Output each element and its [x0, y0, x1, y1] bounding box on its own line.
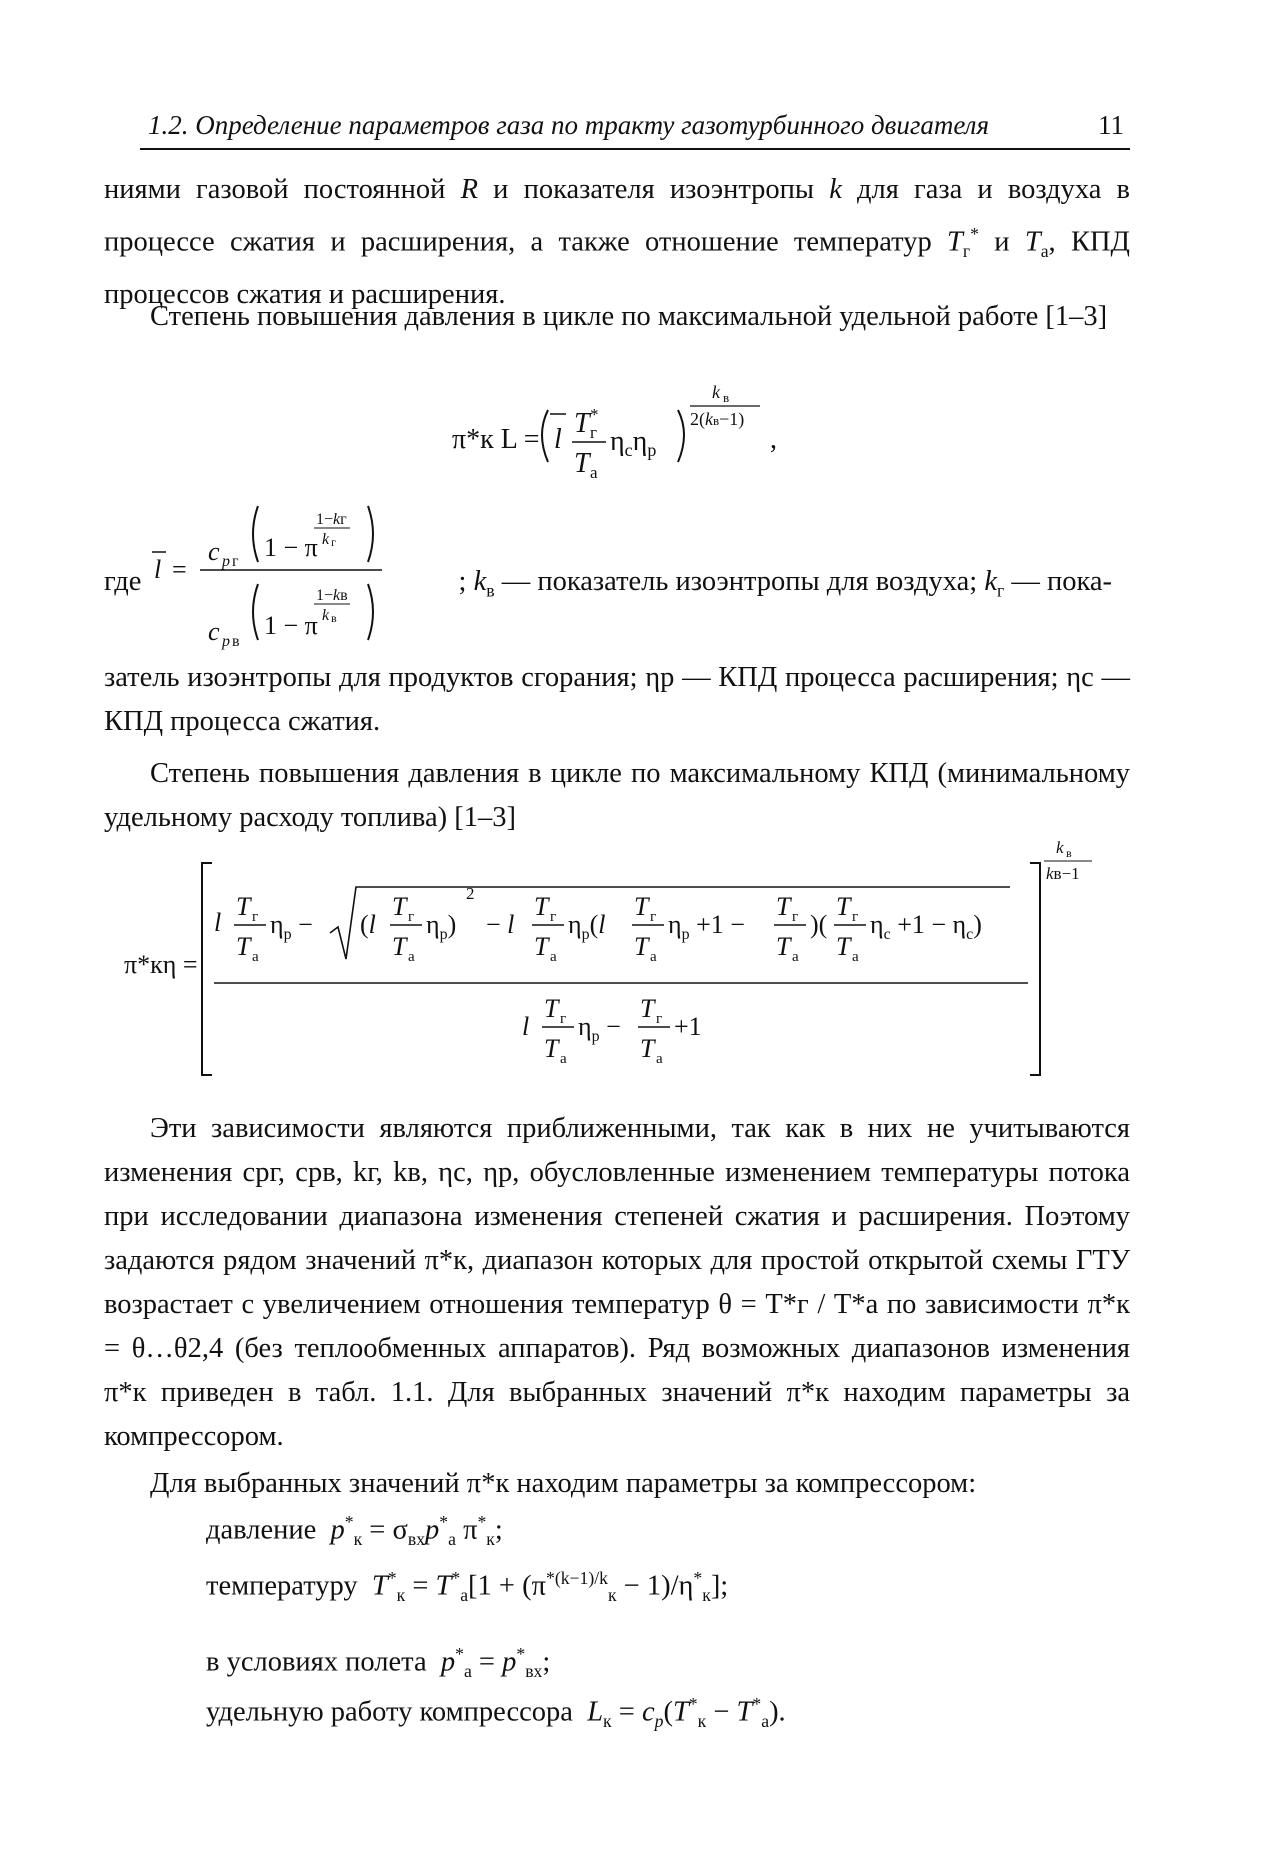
svg-text:k: k [712, 382, 720, 402]
svg-text:1 − π: 1 − π [264, 533, 318, 562]
svg-text:T: T [640, 994, 655, 1023]
svg-text:(l: (l [360, 910, 376, 939]
svg-text:а: а [560, 1051, 567, 1067]
list-work: удельную работу компрессора $L_к = c_p(T^*_к - T^*_а)$. [206, 1694, 786, 1732]
svg-text:T: T [544, 1034, 559, 1063]
svg-text:ηсηр: $\eta_с\eta_р$ [610, 426, 657, 460]
paragraph-4: затель изоэнтропы для продуктов сгорания; ηр — КПД процесса расширения; ηс — КПД процесса сжатия. [104, 662, 1130, 737]
svg-text:T: T [776, 892, 791, 921]
svg-text:г: г [792, 909, 799, 925]
svg-text:г: г [408, 909, 415, 925]
svg-text:1−kв: 1−kв [316, 587, 348, 604]
svg-text:в: в [1066, 846, 1072, 860]
svg-text:2: 2 [466, 884, 475, 903]
svg-text:T: T [776, 932, 791, 961]
svg-text:T: T [392, 932, 407, 961]
svg-text:а: а [852, 949, 859, 965]
svg-text:,: , [770, 424, 777, 455]
svg-text:г: г [590, 423, 597, 442]
svg-text:k: k [322, 531, 330, 548]
svg-text:T: T [574, 448, 590, 479]
svg-text:*: * [590, 405, 599, 424]
paragraph-7: Для выбранных значений π*к находим параметры за компрессором: [150, 1468, 977, 1499]
svg-text:)(: )( [810, 910, 828, 939]
svg-text:г: г [650, 909, 657, 925]
svg-text:в: в [723, 390, 730, 405]
svg-text:г: г [656, 1011, 663, 1027]
svg-text:ηр): $\eta_р$) [426, 910, 457, 943]
svg-text:T: T [836, 932, 851, 961]
header-title: 1.2. Определение параметров газа по тракту газотурбинного двигателя [148, 110, 990, 140]
svg-text:г: г [852, 909, 859, 925]
paragraph-1: ниями газовой постоянной R и показателя изоэнтропы k для газа и воздуха в процессе сжатия и расширения, а также отношение температур $T_г^*$ и $T_а$, КПД процессов сжатия и расширения. [104, 174, 1130, 311]
svg-text:ηр −: $\eta_р$ − [270, 910, 313, 943]
svg-text:l: l [154, 555, 162, 584]
svg-text:T: T [534, 892, 549, 921]
paragraph-3: где ; $k_в$ — показатель изоэнтропы для воздуха; $k_г$ — пока- [104, 566, 1113, 601]
svg-text:c: c [208, 617, 220, 646]
page-number: 11 [1098, 110, 1124, 140]
svg-text:а: а [650, 949, 657, 965]
svg-text:+1: +1 [674, 1012, 702, 1041]
paragraph-6: Эти зависимости являются приближенными, так как в них не учитываются изменения cpг, cpв, kг, kв, ηс, ηр, обусловленные изменением температуры потока при исследовании диапазона изменения степеней сжатия и расширения. Поэтому задаются рядом значений π*к, диапазон которых для простой открытой схемы ГТУ возрастает с увеличением отношения температур θ = T*г / T*а по зависимости π*к = θ…θ2,4 (без теплообменных аппаратов). Ряд возможных диапазонов изменения π*к приведен в табл. 1.1. Для выбранных значений π*к находим параметры за компрессором. [104, 1113, 1130, 1452]
paragraph-2: Степень повышения давления в цикле по максимальной удельной работе [1–3] [150, 301, 1108, 332]
svg-text:ηр +1 −: $\eta_р +1$ − [668, 910, 745, 943]
svg-text:в: в [232, 633, 240, 650]
svg-text:T: T [236, 932, 251, 961]
svg-text:l: l [554, 424, 562, 455]
paragraph-5: Степень повышения давления в цикле по максимальному КПД (минимальному удельному расходу топлива) [1–3] [104, 758, 1130, 833]
svg-text:г: г [560, 1011, 567, 1027]
formula-lhs: π*кη = [124, 950, 198, 979]
svg-text:г: г [550, 909, 557, 925]
svg-text:c: c [208, 537, 220, 566]
svg-text:2(kв−1): 2(kв−1) [690, 409, 745, 429]
formula-pi-k-l [0, 370, 1273, 490]
svg-text:l: l [522, 1012, 530, 1041]
svg-text:kв−1: kв−1 [1046, 864, 1080, 883]
list-pressure: давление $p^*_к = \sigma_{вх}p^*_а$ $\pi^*_к$; [206, 1512, 503, 1550]
svg-text:г: г [232, 553, 239, 570]
formula-pi-k-eta [0, 835, 1273, 1095]
svg-text:T: T [574, 408, 590, 439]
svg-text:T: T [392, 892, 407, 921]
svg-text:ηр(l: $\eta_р(l$ [568, 910, 606, 943]
list-flight: в условиях полета $p^*_а = p^*_{вх}$; [206, 1644, 551, 1682]
svg-text:г: г [331, 535, 336, 549]
svg-text:T: T [640, 1034, 655, 1063]
svg-text:T: T [634, 932, 649, 961]
list-temperature: температуру $T^*_к = T^*_а[1 + (\pi^{*(k-1)/k}_к - 1)/\eta^*_к]$; [206, 1568, 729, 1606]
svg-text:ηс +1 − ηс): $\eta_с +1 - \eta_с$) [870, 910, 982, 943]
svg-text:1−kг: 1−kг [316, 511, 347, 528]
svg-text:а: а [792, 949, 799, 965]
formula-lhs: π*к L = [452, 424, 540, 455]
svg-text:ηр −: $\eta_р$ − [578, 1012, 621, 1045]
svg-text:T: T [534, 932, 549, 961]
svg-text:k: k [1056, 838, 1064, 857]
svg-text:T: T [544, 994, 559, 1023]
svg-text:а: а [408, 949, 415, 965]
svg-text:T: T [236, 892, 251, 921]
svg-text:T: T [634, 892, 649, 921]
svg-text:а: а [252, 949, 259, 965]
svg-text:г: г [252, 909, 259, 925]
svg-text:=: = [172, 555, 187, 584]
svg-text:1 − π: 1 − π [264, 611, 318, 640]
svg-text:а: а [656, 1051, 663, 1067]
svg-text:p: p [222, 553, 230, 570]
svg-text:l: l [214, 908, 222, 937]
formula-l-definition [150, 498, 410, 658]
svg-text:p: p [222, 633, 230, 650]
svg-text:− l: − l [486, 910, 515, 939]
svg-text:в: в [331, 611, 337, 625]
svg-text:k: k [322, 607, 330, 624]
svg-text:а: а [590, 463, 598, 482]
svg-text:T: T [836, 892, 851, 921]
svg-text:а: а [550, 949, 557, 965]
running-header [140, 104, 1130, 150]
